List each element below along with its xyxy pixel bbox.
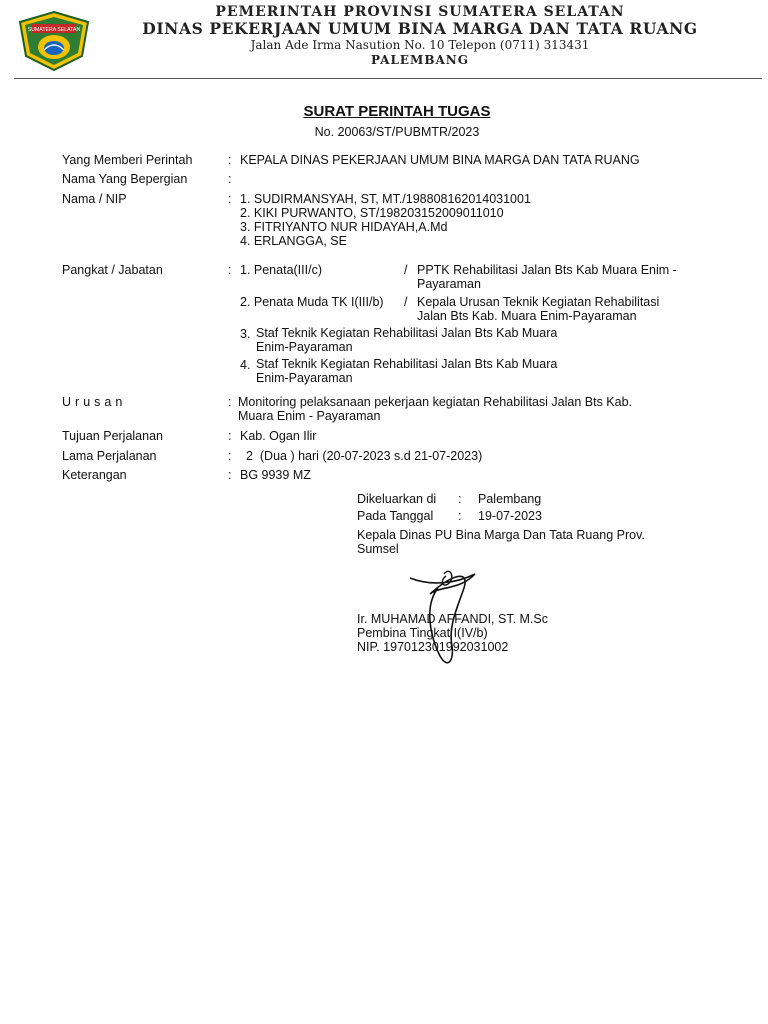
pangkat-rank: 1. Penata(III/c)	[240, 263, 322, 277]
pangkat-number: 3.	[240, 327, 251, 341]
pemberi-label: Yang Memberi Perintah	[62, 153, 193, 167]
pangkat-label: Pangkat / Jabatan	[62, 263, 163, 277]
signer-position: Sumsel	[357, 542, 399, 556]
keterangan-value: BG 9939 MZ	[240, 468, 311, 482]
letterhead-divider	[14, 78, 762, 79]
colon: :	[458, 492, 462, 506]
colon: :	[228, 172, 232, 186]
pangkat-position: Staf Teknik Kegiatan Rehabilitasi Jalan Bts Kab Muara	[256, 326, 558, 340]
tanggal-label: Pada Tanggal	[357, 509, 434, 523]
signer-rank: Pembina Tingkat I(IV/b)	[357, 626, 488, 640]
signer-position: Kepala Dinas PU Bina Marga Dan Tata Ruang Prov.	[357, 528, 645, 542]
letterhead	[0, 0, 768, 80]
tujuan-value: Kab. Ogan Ilir	[240, 429, 317, 443]
dikeluarkan-value: Palembang	[478, 492, 542, 506]
pangkat-position: Staf Teknik Kegiatan Rehabilitasi Jalan Bts Kab Muara	[256, 357, 558, 371]
dikeluarkan-label: Dikeluarkan di	[357, 492, 437, 506]
colon: :	[228, 395, 232, 409]
pangkat-position: Enim-Payaraman	[256, 340, 353, 354]
colon: :	[228, 153, 232, 167]
letterhead-agency: DINAS PEKERJAAN UMUM BINA MARGA DAN TATA RUANG	[142, 19, 698, 38]
pangkat-rank: 2. Penata Muda TK I(III/b)	[240, 295, 384, 309]
province-logo-icon	[18, 10, 90, 72]
colon: :	[228, 192, 232, 206]
pangkat-position: Payaraman	[417, 277, 481, 291]
signer-nip: NIP. 197012301992031002	[357, 640, 509, 654]
pangkat-position: PPTK Rehabilitasi Jalan Bts Kab Muara Enim -	[417, 263, 677, 277]
pangkat-position: Kepala Urusan Teknik Kegiatan Rehabilitasi	[417, 295, 660, 309]
nama-label: Nama / NIP	[62, 192, 127, 206]
tanggal-value: 19-07-2023	[478, 509, 542, 523]
letterhead-address: Jalan Ade Irma Nasution No. 10 Telepon (0711) 313431	[250, 38, 590, 52]
colon: :	[458, 509, 462, 523]
pangkat-number: 4.	[240, 358, 251, 372]
logo-text: SUMATERA SELATAN	[27, 27, 81, 33]
urusan-value: Monitoring pelaksanaan pekerjaan kegiatan Rehabilitasi Jalan Bts Kab.	[238, 395, 633, 409]
colon: :	[228, 449, 232, 463]
nama-item: 2. KIKI PURWANTO, ST/198203152009011010	[240, 206, 504, 220]
colon: :	[228, 468, 232, 482]
letterhead-city: PALEMBANG	[371, 53, 469, 67]
nama-item: 3. FITRIYANTO NUR HIDAYAH,A.Md	[240, 220, 448, 234]
pangkat-position: Enim-Payaraman	[256, 371, 353, 385]
pangkat-position: Jalan Bts Kab. Muara Enim-Payaraman	[417, 309, 637, 323]
letterhead-government: PEMERINTAH PROVINSI SUMATERA SELATAN	[215, 4, 625, 20]
pangkat-slash: /	[404, 263, 408, 277]
nama-item: 1. SUDIRMANSYAH, ST, MT./198808162014031001	[240, 192, 531, 206]
lama-value: 2 (Dua ) hari (20-07-2023 s.d 21-07-2023)	[246, 449, 483, 463]
pangkat-slash: /	[404, 295, 408, 309]
document-number: No. 20063/ST/PUBMTR/2023	[314, 125, 480, 139]
colon: :	[228, 429, 232, 443]
keterangan-label: Keterangan	[62, 468, 127, 482]
document-title: SURAT PERINTAH TUGAS	[303, 103, 491, 120]
nama-item: 4. ERLANGGA, SE	[240, 234, 347, 248]
lama-label: Lama Perjalanan	[62, 449, 157, 463]
bepergian-label: Nama Yang Bepergian	[62, 172, 188, 186]
pemberi-value: KEPALA DINAS PEKERJAAN UMUM BINA MARGA DAN TATA RUANG	[240, 153, 640, 167]
colon: :	[228, 263, 232, 277]
urusan-label: Urusan	[62, 395, 127, 409]
urusan-value: Muara Enim - Payaraman	[238, 409, 381, 423]
tujuan-label: Tujuan Perjalanan	[62, 429, 163, 443]
signer-name: Ir. MUHAMAD AFFANDI, ST. M.Sc	[357, 612, 548, 626]
